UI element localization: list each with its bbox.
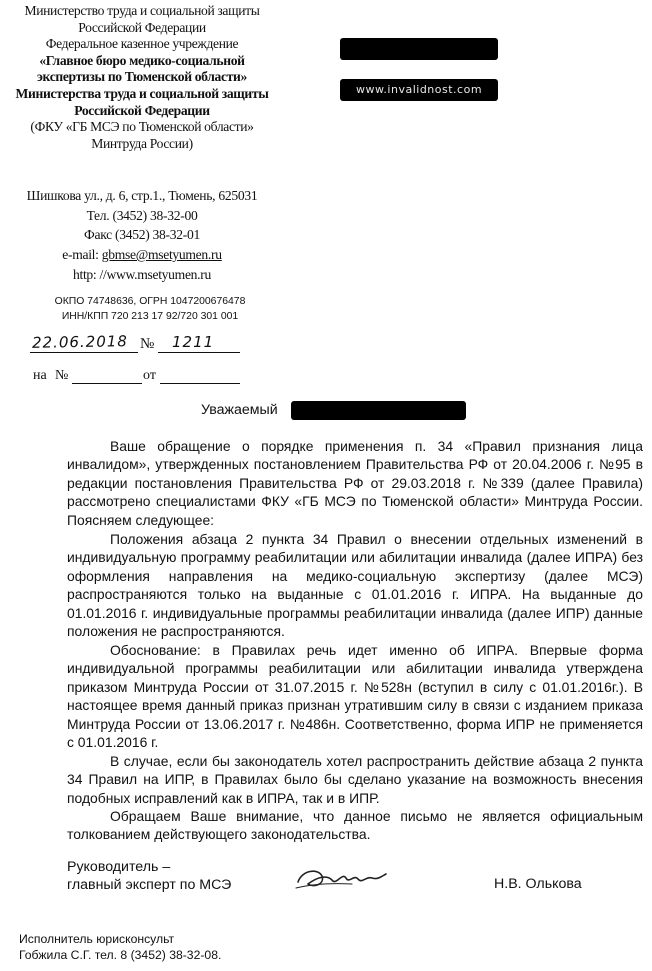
sender-email-row — [0, 245, 284, 265]
sender-codes — [30, 294, 270, 324]
handwritten-signature — [292, 862, 392, 894]
sender-address: Шишкова ул., д. 6, стр.1., Тюмень, 625031 — [26, 188, 258, 203]
sender-line: «Главное бюро медико-социальной — [39, 52, 245, 68]
sender-email-label: e-mail: — [62, 247, 102, 263]
sender-website[interactable]: http: //www.msetyumen.ru — [72, 266, 212, 282]
watermark-text: www.invalidnost.com — [355, 83, 483, 96]
reference-date: 22.06.2018 — [31, 332, 129, 352]
sender-phone: Тел. (3452) 38-32-00 — [86, 207, 198, 223]
sender-line: (ФКУ «ГБ МСЭ по Тюменской области» — [30, 119, 254, 135]
sender-block — [0, 3, 284, 152]
sender-inn: ИНН/КПП 720 213 17 92/720 301 001 — [61, 311, 239, 322]
signatory-name: Н.В. Олькова — [494, 876, 582, 892]
greeting-label: Уважаемый — [201, 402, 278, 418]
sender-fax: Факс (3452) 38-32-01 — [84, 227, 200, 243]
sender-email-link[interactable]: gbmse@msetyumen.ru — [101, 247, 222, 263]
sender-line: Министерства труда и социальной защиты — [15, 85, 269, 101]
signatory-title-line: главный эксперт по МСЭ — [67, 877, 232, 893]
body-paragraph: Положения абзаца 2 пункта 34 Правил о внесении отдельных изменений в индивидуальную программу реабилитации или абилитации инвалида (далее ИПРА) без оформления направления на медико-социальную экспертизу (далее МСЭ) распространяются только на выданные с 01.01.2016 г. ИПРА. На выданные до 01.01.2016 г. индивидуальные программы реабилитации инвалида (далее ИПР) данные положения не распространяются. — [67, 531, 643, 640]
sender-line: Федеральное казенное учреждение — [45, 36, 239, 52]
sender-line: экспертизы по Тюменской области» — [37, 69, 247, 85]
body-paragraph: Обоснование: в Правилах речь идет именно об ИПРА. Впервые форма индивидуальной программы реабилитации или абилитации инвалида утверждена приказом Минтруда России от 31.07.2015 г. №528н (вступил в силу с 01.01.2016г.). В настоящее время данный приказ признан утратившим силу в связи с изданием приказа Минтруда России от 13.06.2017 г. №486н. Соответственно, форма ИПР не применяется с 01.01.2016 г. — [67, 642, 643, 751]
reference-number: 1211 — [172, 333, 215, 351]
body-paragraph: В случае, если бы законодатель хотел распространить действие абзаца 2 пункта 34 Правил на ИПР, в Правилах было бы сделано указание на возможность внесения подобных исправлений как в ИПРА, так и в ИПР. — [67, 753, 643, 806]
sender-okpo: ОКПО 74748636, ОГРН 1047200676478 — [54, 296, 246, 307]
executor-block — [19, 931, 221, 963]
body-paragraph: Обращаем Ваше внимание, что данное письмо не является официальным толкованием действующего законодательства. — [67, 808, 643, 843]
sender-line: Российской Федерации — [74, 102, 210, 118]
signatory-title — [67, 858, 231, 894]
from-date-underline — [160, 383, 240, 384]
sender-line: Минтруда России) — [91, 135, 193, 151]
reference-on-label: на — [33, 368, 47, 383]
date-underline — [30, 352, 138, 353]
redacted-recipient-name — [340, 38, 498, 60]
reference-on-number-label: № — [55, 368, 69, 383]
sender-contacts — [0, 186, 284, 285]
on-number-underline — [72, 383, 142, 384]
redacted-greeting-name — [291, 401, 466, 420]
sender-line: Министерство труда и социальной защиты — [24, 3, 260, 18]
body-paragraph: Ваше обращение о порядке применения п. 34 «Правил признания лица инвалидом», утвержденных постановлением Правительства РФ от 20.04.2006 г. №95 в редакции постановления Правительства РФ от 29.03.2018 г. №339 (далее Правила) рассмотрено специалистами ФКУ «ГБ МСЭ по Тюменской области» Минтруда России. Поясняем следующее: — [67, 438, 643, 528]
watermark-banner — [340, 79, 498, 101]
executor-line: Исполнитель юрисконсульт — [19, 932, 175, 946]
reference-from-label: от — [143, 368, 156, 383]
number-underline — [158, 352, 240, 353]
sender-line: Российской Федерации — [78, 19, 206, 35]
reference-number-label: № — [140, 336, 155, 352]
signatory-title-line: Руководитель – — [67, 859, 171, 875]
executor-line: Гобжила С.Г. тел. 8 (3452) 38-32-08. — [19, 948, 222, 962]
